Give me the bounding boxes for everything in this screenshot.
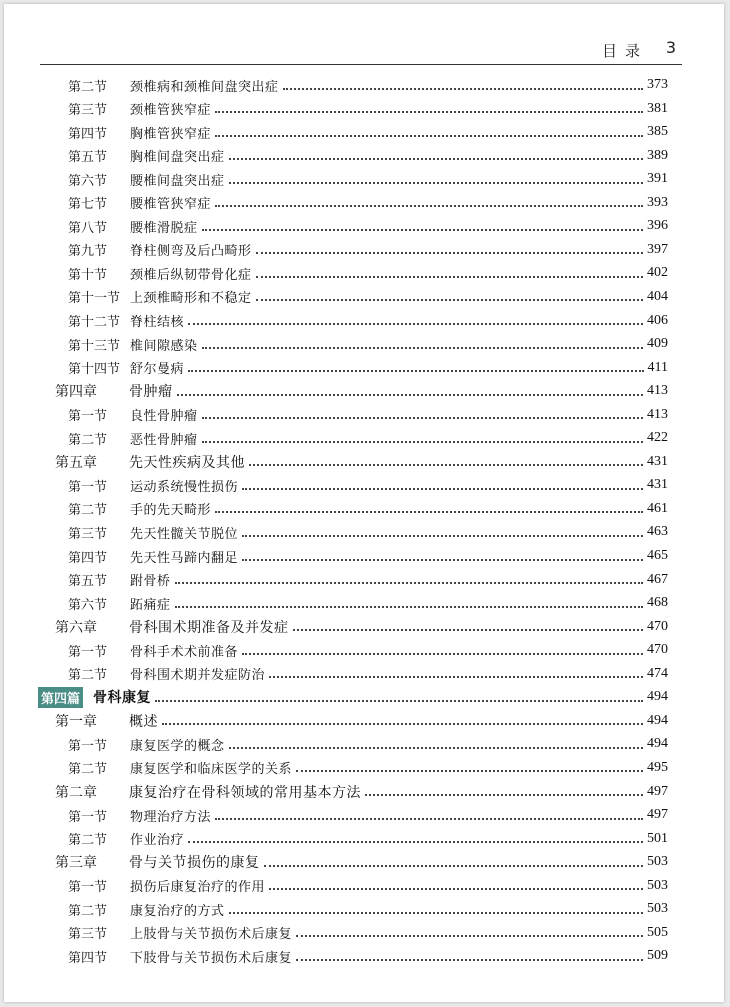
toc-chapter-label: 第二章 (55, 784, 97, 801)
dot-leader (215, 110, 643, 113)
toc-section-row[interactable] (68, 262, 668, 284)
toc-section-title: 腰椎间盘突出症 (130, 173, 225, 189)
toc-page-number: 494 (647, 736, 668, 752)
toc-section-title: 康复医学和临床医学的关系 (130, 762, 293, 778)
dot-leader (188, 840, 643, 843)
toc-chapter-title: 骨科围术期准备及并发症 (129, 619, 289, 636)
dot-leader (162, 722, 643, 725)
toc-section-label: 第八节 (68, 220, 108, 236)
toc-section-label: 第一节 (68, 409, 108, 425)
dot-leader (202, 440, 643, 443)
toc-section-label: 第二节 (68, 668, 108, 684)
toc-section-title: 上肢骨与关节损伤术后康复 (130, 927, 293, 943)
toc-page-number: 494 (647, 689, 668, 705)
toc-section-row[interactable] (68, 474, 668, 496)
dot-leader (293, 628, 644, 631)
toc-page-number: 505 (647, 924, 668, 940)
toc-section-label: 第一节 (68, 738, 108, 754)
toc-section-row[interactable] (68, 875, 668, 897)
toc-section-label: 第十三节 (68, 338, 121, 354)
toc-section-row[interactable] (68, 804, 668, 826)
toc-section-title: 运动系统慢性损伤 (130, 479, 239, 495)
toc-section-row[interactable] (68, 427, 668, 449)
toc-section-row[interactable] (68, 898, 668, 920)
toc-section-title: 作业治疗 (130, 833, 185, 849)
toc-section-label: 第十一节 (68, 291, 121, 307)
toc-section-row[interactable] (68, 498, 668, 520)
toc-section-title: 椎间隙感染 (130, 338, 198, 354)
dot-leader (242, 652, 643, 655)
toc-chapter-title: 骨肿瘤 (129, 384, 173, 401)
dot-leader (296, 769, 643, 772)
toc-chapter-row[interactable] (55, 616, 668, 638)
header-title: 目录 (601, 42, 648, 60)
toc-page-number: 470 (647, 618, 668, 634)
dot-leader (365, 793, 643, 796)
toc-page-number: 503 (647, 901, 668, 917)
toc-section-label: 第二节 (68, 903, 108, 919)
toc-section-title: 骨科围术期并发症防治 (130, 668, 266, 684)
toc-chapter-label: 第五章 (55, 454, 97, 471)
toc-page-number: 431 (647, 477, 668, 493)
toc-chapter-row[interactable] (55, 380, 668, 402)
toc-chapter-title: 先天性疾病及其他 (129, 454, 245, 471)
toc-section-label: 第一节 (68, 644, 108, 660)
toc-chapter-label: 第一章 (55, 713, 97, 730)
toc-page-number: 431 (647, 453, 668, 469)
toc-section-label: 第二节 (68, 762, 108, 778)
toc-section-title: 手的先天畸形 (130, 503, 212, 519)
toc-chapter-title: 概述 (129, 713, 158, 730)
toc-section-row[interactable] (68, 215, 668, 237)
dot-leader (175, 605, 643, 608)
toc-page-number: 465 (647, 548, 668, 563)
toc-section-label: 第二节 (68, 432, 108, 448)
toc-section-label: 第四节 (68, 550, 108, 566)
dot-leader (215, 134, 643, 137)
toc-chapter-row[interactable] (55, 451, 668, 473)
toc-section-row[interactable] (68, 945, 668, 967)
toc-section-title: 跖痛症 (130, 597, 171, 613)
toc-section-title: 脊柱侧弯及后凸畸形 (130, 244, 252, 260)
toc-section-title: 物理治疗方法 (130, 809, 212, 825)
toc-page-number: 503 (647, 877, 668, 893)
toc-part-title: 骨科康复 (93, 690, 152, 707)
dot-leader (256, 298, 643, 301)
toc-page-number: 397 (647, 241, 668, 257)
header-page-number: 3 (665, 38, 676, 57)
toc-chapter-label: 第六章 (55, 619, 97, 636)
toc-section-title: 腰椎管狭窄症 (130, 197, 212, 213)
toc-section-label: 第六节 (68, 597, 108, 613)
toc-page-number: 391 (647, 171, 668, 187)
toc-chapter-row[interactable] (55, 851, 668, 873)
toc-page-number: 463 (647, 524, 668, 540)
dot-leader (188, 322, 643, 325)
toc-chapter-row[interactable] (55, 710, 668, 732)
dot-leader (269, 675, 643, 678)
toc-page-number: 411 (647, 359, 668, 375)
toc-section-title: 损伤后康复治疗的作用 (130, 880, 266, 896)
toc-section-row[interactable] (68, 98, 668, 120)
toc-section-title: 康复治疗的方式 (130, 903, 225, 919)
toc-section-title: 胸椎间盘突出症 (130, 150, 225, 166)
toc-section-label: 第一节 (68, 809, 108, 825)
toc-page-number: 404 (647, 288, 668, 304)
toc-section-label: 第九节 (68, 244, 108, 260)
toc-section-label: 第三节 (68, 103, 108, 119)
toc-section-title: 下肢骨与关节损伤术后康复 (130, 950, 293, 966)
dot-leader (215, 510, 643, 513)
toc-section-title: 舒尔曼病 (130, 362, 185, 378)
toc-page-number: 461 (647, 500, 668, 516)
toc-section-label: 第三节 (68, 526, 108, 542)
dot-leader (256, 251, 643, 254)
toc-page-number: 509 (647, 948, 668, 964)
toc-section-row[interactable] (68, 239, 668, 261)
toc-section-label: 第二节 (68, 79, 108, 95)
toc-page-number: 503 (647, 854, 668, 870)
toc-section-label: 第十二节 (68, 315, 121, 330)
toc-section-row[interactable] (68, 663, 668, 685)
toc-section-title: 良性骨肿瘤 (130, 409, 198, 425)
toc-section-title: 跗骨桥 (130, 574, 171, 590)
toc-part-label: 第四篇 (38, 687, 83, 708)
toc-section-title: 康复医学的概念 (130, 738, 225, 754)
toc-section-row[interactable] (68, 569, 668, 591)
dot-leader (242, 558, 643, 561)
toc-page-number: 494 (647, 712, 668, 728)
toc-page-number: 467 (647, 571, 668, 587)
toc-page-number: 413 (647, 406, 668, 422)
document-page (4, 4, 724, 1002)
dot-leader (269, 887, 643, 890)
toc-section-label: 第六节 (68, 173, 108, 189)
toc-page-number: 381 (647, 100, 668, 116)
toc-page-number: 393 (647, 194, 668, 210)
dot-leader (202, 346, 643, 349)
toc-section-label: 第十节 (68, 267, 108, 283)
dot-leader (283, 87, 643, 90)
toc-page-number: 422 (647, 430, 668, 446)
dot-leader (256, 275, 643, 278)
toc-page-number: 385 (647, 124, 668, 140)
toc-page-number: 474 (647, 665, 668, 681)
dot-leader (264, 864, 644, 867)
toc-section-row[interactable] (68, 357, 668, 379)
toc-page-number: 470 (647, 642, 668, 658)
toc-section-label: 第十四节 (68, 362, 121, 378)
toc-section-row[interactable] (68, 521, 668, 543)
toc-page-number: 497 (647, 807, 668, 823)
toc-section-row[interactable] (68, 592, 668, 614)
toc-part-row[interactable] (38, 686, 668, 708)
toc-section-row[interactable] (68, 192, 668, 214)
toc-section-label: 第一节 (68, 880, 108, 896)
toc-section-label: 第二节 (68, 503, 108, 519)
dot-leader (296, 958, 643, 961)
toc-section-title: 恶性骨肿瘤 (130, 432, 198, 448)
toc-page-number: 409 (647, 336, 668, 352)
toc-section-title: 颈椎病和颈椎间盘突出症 (130, 79, 279, 95)
toc-page-number: 468 (647, 595, 668, 611)
toc-section-title: 骨科手术术前准备 (130, 644, 239, 660)
toc-section-label: 第一节 (68, 479, 108, 495)
toc-page-number: 406 (647, 312, 668, 328)
dot-leader (229, 911, 643, 914)
toc-page-number: 501 (647, 830, 668, 846)
toc-section-row[interactable] (68, 168, 668, 190)
toc-chapter-row[interactable] (55, 781, 668, 803)
toc-page-number: 413 (647, 383, 668, 399)
toc-section-title: 颈椎管狭窄症 (130, 103, 212, 119)
dot-leader (229, 181, 643, 184)
dot-leader (215, 204, 643, 207)
toc-section-row[interactable] (68, 545, 668, 567)
toc-section-row[interactable] (68, 74, 668, 96)
toc-section-label: 第四节 (68, 950, 108, 966)
toc-chapter-title: 康复治疗在骨科领域的常用基本方法 (129, 784, 361, 801)
toc-section-label: 第五节 (68, 574, 108, 590)
toc-chapter-label: 第三章 (55, 855, 97, 872)
dot-leader (215, 817, 643, 820)
toc-section-title: 上颈椎畸形和不稳定 (130, 291, 252, 307)
toc-page-number: 495 (647, 759, 668, 775)
dot-leader (229, 746, 643, 749)
toc-section-row[interactable] (68, 310, 668, 332)
toc-section-row[interactable] (68, 828, 668, 850)
dot-leader (229, 157, 643, 160)
toc-page-number: 396 (647, 218, 668, 234)
toc-section-label: 第三节 (68, 927, 108, 943)
dot-leader (242, 534, 643, 537)
toc-section-row[interactable] (68, 733, 668, 755)
dot-leader (155, 699, 643, 702)
page-header (40, 38, 682, 65)
toc-section-row[interactable] (68, 333, 668, 355)
toc-section-title: 脊柱结核 (130, 315, 185, 330)
toc-section-label: 第五节 (68, 150, 108, 166)
toc-section-label: 第四节 (68, 126, 108, 142)
toc-section-label: 第二节 (68, 833, 108, 849)
toc-section-row[interactable] (68, 639, 668, 661)
dot-leader (177, 393, 644, 396)
dot-leader (242, 487, 643, 490)
dot-leader (202, 228, 643, 231)
dot-leader (249, 463, 643, 466)
toc-section-row[interactable] (68, 757, 668, 779)
toc-section-title: 颈椎后纵韧带骨化症 (130, 267, 252, 283)
toc-section-title: 腰椎滑脱症 (130, 220, 198, 236)
toc-section-row[interactable] (68, 404, 668, 426)
toc-page-number: 402 (647, 265, 668, 281)
toc-section-row[interactable] (68, 922, 668, 944)
toc-page-number: 389 (647, 147, 668, 163)
toc-chapter-title: 骨与关节损伤的康复 (129, 855, 260, 872)
dot-leader (188, 369, 644, 372)
toc-section-row[interactable] (68, 121, 668, 143)
toc-section-title: 先天性马蹄内翻足 (130, 550, 239, 566)
toc-page-number: 373 (647, 77, 668, 92)
toc-section-label: 第七节 (68, 197, 108, 213)
toc-page-number: 497 (647, 783, 668, 799)
toc-section-title: 胸椎管狭窄症 (130, 126, 212, 142)
toc-section-row[interactable] (68, 286, 668, 308)
dot-leader (202, 416, 643, 419)
toc-section-row[interactable] (68, 145, 668, 167)
dot-leader (175, 581, 643, 584)
dot-leader (296, 934, 643, 937)
toc-chapter-label: 第四章 (55, 384, 97, 401)
toc-section-title: 先天性髋关节脱位 (130, 526, 239, 542)
